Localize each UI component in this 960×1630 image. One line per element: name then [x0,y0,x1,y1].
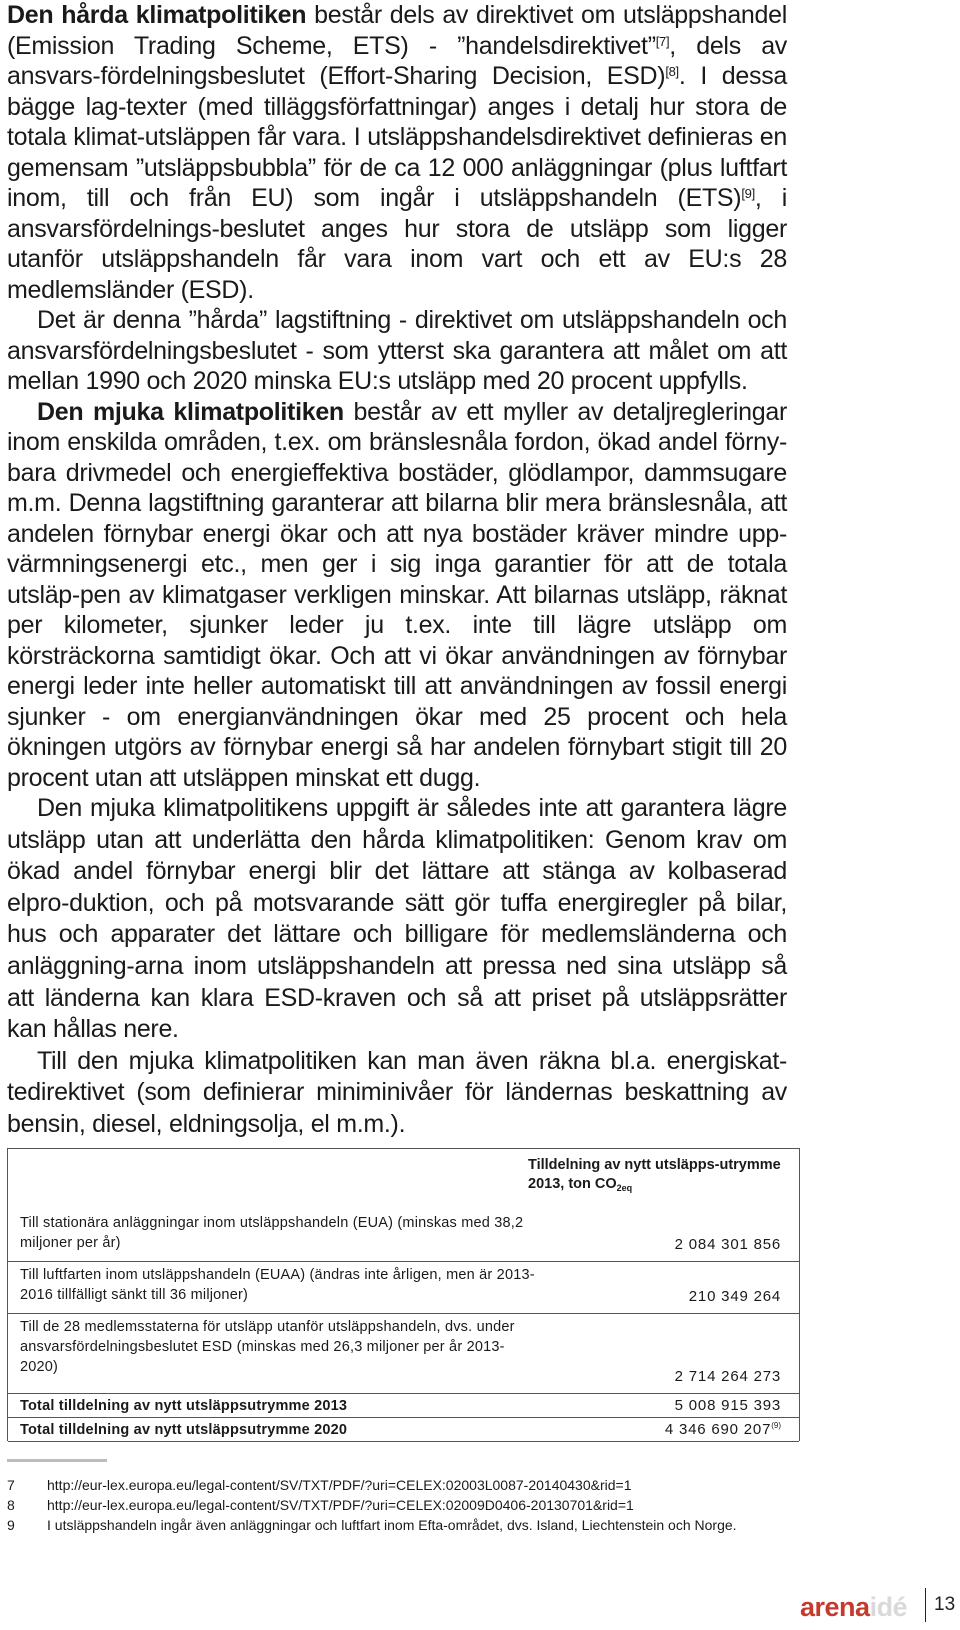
article-body [7,0,787,1141]
arenaide-logo: arenaidé [800,1592,908,1622]
table-row [8,1209,799,1262]
row-label: Total tilldelning av nytt utsläppsutrymme 2013 [20,1398,348,1414]
row-value: 2 714 264 273 [674,1368,781,1385]
footnote-number: 9 [7,1517,15,1533]
row-label: Till stationära anläggningar inom utsläppshandeln (EUA) (minskas med 38,2 miljoner per år) [20,1215,524,1251]
paragraph: Till den mjuka klimatpolitiken kan man även räkna bl.a. energiskat-tedirektivet (som definierar miniminivåer för ländernas beskattning av bensin, diesel, eldningsolja, el m.m.). [7,1046,787,1138]
table-total-row [8,1417,799,1442]
paragraph: Den hårda klimatpolitiken består dels av direktivet om utsläppshandel (Emission Trading Scheme, ETS) - ”handelsdirektivet”[7], dels av ansvars-fördelningsbeslutet (Effort-Sharing Decision, ESD)[8]. I dessa bägge lag-texter (med tilläggsförfattningar) anges i detalj hur stora de totala klimat-utsläppen får vara. I utsläppshandelsdirektivet definieras en gemensam ”utsläppsbubbla” för de ca 12 000 anläggningar (plus luftfart inom, till och från EU) som ingår i utsläppshandeln (ETS)[9], i ansvarsfördelnings-beslutet anges hur stora de utsläpp som ligger utanför utsläppshandeln får vara inom vart och ett av EU:s 28 medlemsländer (ESD). [7,1,787,304]
table-column-header: Tilldelning av nytt utsläpps-utrymme 2013, ton $CO_{2eq}$ [528,1157,781,1193]
paragraph-lead: Den mjuka klimatpolitiken [37,397,344,426]
allocation-table [7,1148,800,1441]
row-value: 5 008 915 393 [674,1397,781,1414]
footnote-number: 8 [7,1497,15,1513]
paragraph: Den mjuka klimatpolitikens uppgift är således inte att garantera lägre utsläpp utan att underlätta den hårda klimatpolitiken: Genom krav om ökad andel förnybar energi blir det lättare att stänga av kolbaserad elpro-duktion, och på motsvarande sätt gör tuffa energiregler på bilar, hus och apparater det lättare och billigare för medlemsländerna och anläggning-arna inom utsläppshandeln att pressa ned sina utsläpp så att länderna kan klara ESD-kraven och så att priset på utsläppsrätter kan hållas nere. [7,794,787,1044]
footnote-text: http://eur-lex.europa.eu/legal-content/SV/TXT/PDF/?uri=CELEX:02003L0087-20140430&rid=1 [47,1477,632,1493]
paragraph: Det är denna ”hårda” lagstiftning - direktivet om utsläppshandeln och ansvarsfördelningsbeslutet - som ytterst ska garantera att målet om att mellan 1990 och 2020 minska EU:s utsläpp med 20 procent uppfylls. [7,306,787,395]
paragraph: Den mjuka klimatpolitiken består av ett myller av detaljregleringar inom enskilda områden, t.ex. om bränslesnåla fordon, ökad andel förny-bara drivmedel och energieffektiva bostäder, glödlampor, dammsugare m.m. Denna lagstiftning garanterar att bilarna blir mera bränslesnåla, att andelen förnybar energi ökar och att nya bostäder kräver mindre upp-värmningsenergi etc., men ger i sig inga garantier för att de totala utsläp-pen av klimatgaser verkligen minskar. Att bilarnas utsläpp, räknat per kilometer, sjunker leder ju t.ex. inte till lägre utsläpp om körsträckorna samtidigt ökar. Och att vi ökar användningen av förnybar energi leder inte heller automatiskt till att användningen av fossil energi sjunker - om energianvändningen ökar med 25 procent och hela ökningen utgörs av förnybar energi så har andelen förnybart stigit till 20 procent utan att utsläppen minskat ett dugg. [7,397,787,792]
footnote [7,1496,807,1514]
footnote-text: http://eur-lex.europa.eu/legal-content/SV/TXT/PDF/?uri=CELEX:02009D0406-20130701&rid=1 [47,1497,634,1513]
footnote-number: 7 [7,1477,15,1493]
row-value: 210 349 264 [688,1288,781,1305]
footnote-ref: [7] [655,33,670,49]
table-total-row [8,1393,799,1418]
row-value: 2 084 301 856 [674,1236,781,1253]
footnote-divider [7,1459,107,1462]
table-row [8,1313,799,1394]
table-row [8,1261,799,1314]
footnote-text: I utsläppshandeln ingår även anläggningar och luftfart inom Efta-området, dvs. Island, Liechtenstein och Norge. [47,1517,737,1533]
footnote [7,1516,807,1534]
footnote-ref: (9) [771,1421,781,1430]
row-label: Till de 28 medlemsstaterna för utsläpp utanför utsläppshandeln, dvs. under ansvarsfördelningsbeslutet ESD (minskas med 26,3 miljoner per år 2013-2020) [20,1319,515,1375]
footnotes [7,1476,807,1536]
row-label: Total tilldelning av nytt utsläppsutrymme 2020 [20,1422,348,1438]
row-label: Till luftfarten inom utsläppshandeln (EUAA) (ändras inte årligen, men är 2013-2016 tillfälligt sänkt till 36 miljoner) [20,1267,535,1303]
paragraph-lead: Den hårda klimatpolitiken [7,1,307,29]
footnote [7,1476,807,1494]
footnote-ref: [8] [665,64,679,79]
footnote-ref: [9] [741,186,755,201]
page-number-divider [925,1588,926,1622]
page-number: 13 [934,1594,956,1615]
row-value: 4 346 690 207$^{(9)}$ [664,1421,781,1438]
